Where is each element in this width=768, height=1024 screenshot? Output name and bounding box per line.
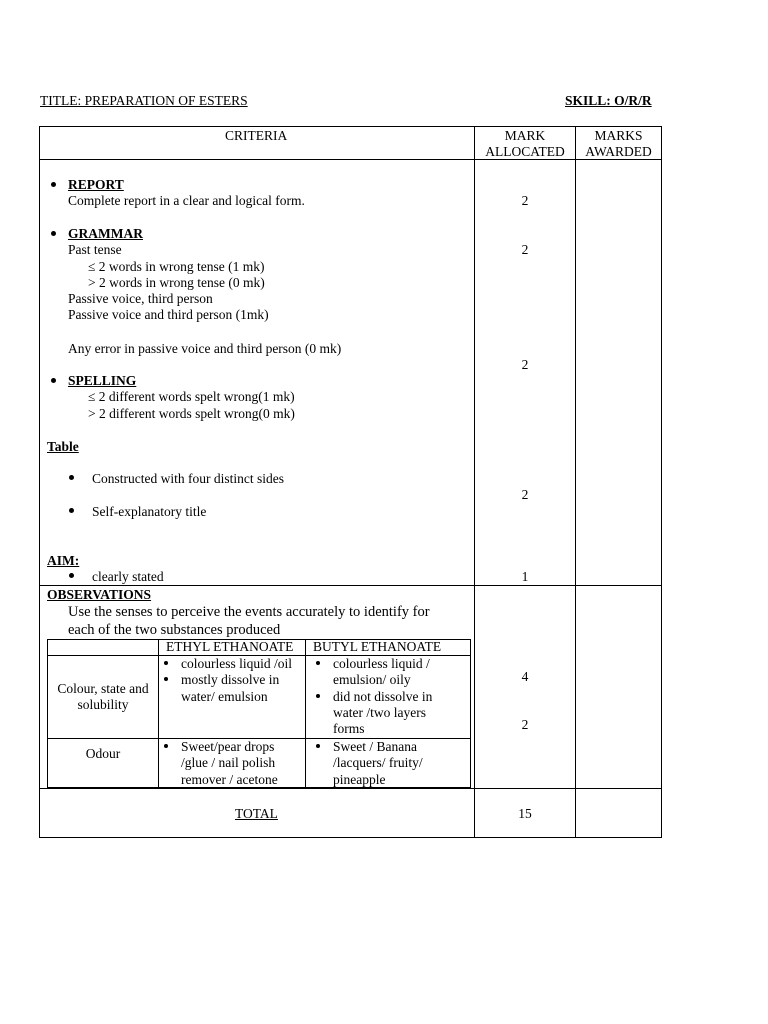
mark-allocated-header-2: ALLOCATED <box>485 144 565 159</box>
bullet-icon <box>69 475 74 480</box>
row-label: solubility <box>77 697 129 712</box>
butyl-cell: water /two layers <box>333 705 426 720</box>
butyl-cell: /lacquers/ fruity/ <box>333 755 423 770</box>
grammar-line: Passive voice, third person <box>68 291 213 306</box>
spelling-heading: SPELLING <box>68 373 137 388</box>
bullet-icon <box>316 744 320 748</box>
butyl-cell: colourless liquid / <box>333 656 430 671</box>
grammar-line: Past tense <box>68 242 122 257</box>
table-mark: 2 <box>521 487 529 502</box>
report-line: Complete report in a clear and logical form. <box>68 193 305 208</box>
table-item: Self-explanatory title <box>92 504 207 519</box>
mark-allocated-header-1: MARK <box>504 128 546 143</box>
ethyl-cell: Sweet/pear drops <box>181 739 275 754</box>
total-mark: 15 <box>518 806 532 821</box>
report-heading: REPORT <box>68 177 124 192</box>
aim-heading: AIM: <box>47 553 80 568</box>
row-label: Odour <box>85 746 121 761</box>
observations-mark: 4 <box>521 669 529 684</box>
bullet-icon <box>164 677 168 681</box>
grammar-line: ≤ 2 words in wrong tense (1 mk) <box>88 259 265 274</box>
spelling-line: ≤ 2 different words spelt wrong(1 mk) <box>88 389 295 404</box>
grammar-line: Any error in passive voice and third person (0 mk) <box>68 341 342 356</box>
table-heading: Table <box>47 439 79 454</box>
report-mark: 2 <box>521 193 529 208</box>
butyl-cell: forms <box>333 721 365 736</box>
criteria-header: CRITERIA <box>225 128 288 143</box>
grammar-mark: 2 <box>521 242 529 257</box>
bullet-icon <box>51 378 56 383</box>
bullet-icon <box>164 661 168 665</box>
grammar-line: Passive voice and third person (1mk) <box>68 307 269 322</box>
bullet-icon <box>51 231 56 236</box>
table-item: Constructed with four distinct sides <box>92 471 284 486</box>
ethyl-cell: /glue / nail polish <box>181 755 276 770</box>
aim-mark: 1 <box>521 569 529 584</box>
bullet-icon <box>164 744 168 748</box>
spelling-line: > 2 different words spelt wrong(0 mk) <box>88 406 295 421</box>
bullet-icon <box>316 694 320 698</box>
total-label: TOTAL <box>235 806 278 821</box>
butyl-cell: emulsion/ oily <box>333 672 411 687</box>
ethyl-cell: colourless liquid /oil <box>181 656 292 671</box>
skill-label: SKILL: O/R/R <box>565 93 652 108</box>
butyl-cell: pineapple <box>333 772 386 787</box>
grammar-mark: 2 <box>521 357 529 372</box>
ethyl-cell: mostly dissolve in <box>181 672 280 687</box>
butyl-cell: Sweet / Banana <box>333 739 417 754</box>
bullet-icon <box>69 508 74 513</box>
observations-mark: 2 <box>521 717 529 732</box>
page-title: TITLE: PREPARATION OF ESTERS <box>40 93 248 108</box>
grammar-line: > 2 words in wrong tense (0 mk) <box>88 275 265 290</box>
observations-desc: each of the two substances produced <box>68 622 281 638</box>
observations-desc: Use the senses to perceive the events accurately to identify for <box>68 604 430 620</box>
grammar-heading: GRAMMAR <box>68 226 143 241</box>
bullet-icon <box>69 573 74 578</box>
butyl-cell: did not dissolve in <box>333 689 433 704</box>
ethyl-cell: remover / acetone <box>181 772 278 787</box>
bullet-icon <box>51 182 56 187</box>
ethyl-header: ETHYL ETHANOATE <box>166 639 294 654</box>
butyl-header: BUTYL ETHANOATE <box>313 639 442 654</box>
marks-awarded-header-2: AWARDED <box>585 144 652 159</box>
observations-heading: OBSERVATIONS <box>47 587 152 602</box>
ethyl-cell: water/ emulsion <box>181 689 268 704</box>
marks-awarded-header-1: MARKS <box>594 128 643 143</box>
row-label: Colour, state and <box>57 681 149 696</box>
aim-item: clearly stated <box>92 569 164 584</box>
bullet-icon <box>316 661 320 665</box>
